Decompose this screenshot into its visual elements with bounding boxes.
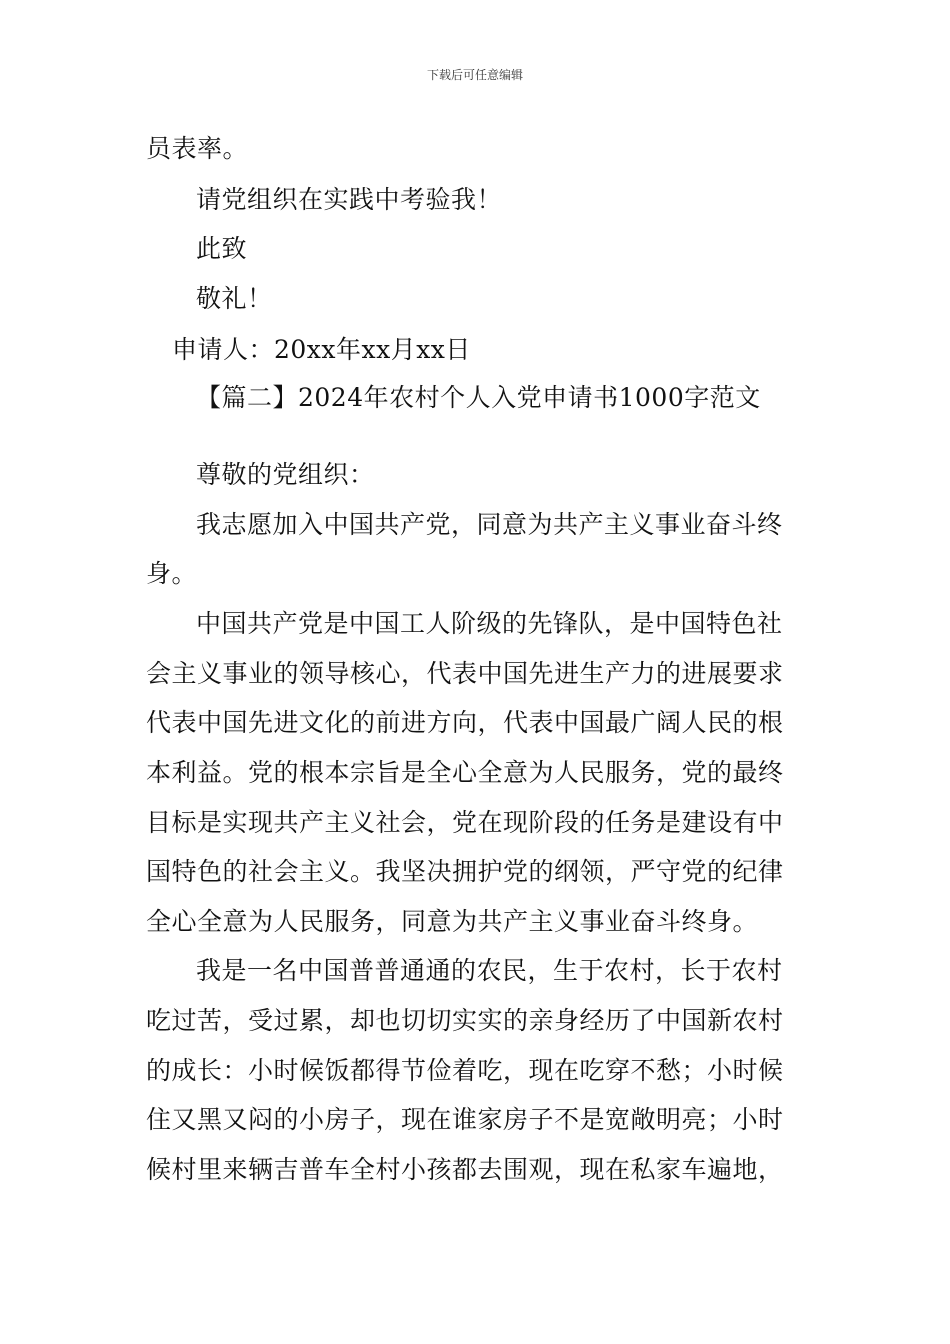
text-line: 请党组织在实践中考验我！ — [196, 185, 503, 214]
applicant-signature-line: 申请人：20xx年xx月xx日 — [172, 335, 471, 364]
closing-line: 此致 — [196, 234, 248, 263]
paragraph-line: 会主义事业的领导核心，代表中国先进生产力的进展要求 — [146, 659, 784, 688]
paragraph-line: 本利益。党的根本宗旨是全心全意为人民服务，党的最终 — [146, 758, 784, 787]
paragraph-line: 中国共产党是中国工人阶级的先锋队，是中国特色社 — [196, 609, 783, 638]
paragraph-line: 我志愿加入中国共产党，同意为共产主义事业奋斗终 — [196, 510, 783, 539]
paragraph-line: 吃过苦，受过累，却也切切实实的亲身经历了中国新农村 — [146, 1006, 784, 1035]
salutation: 尊敬的党组织： — [196, 460, 375, 489]
paragraph-line: 的成长：小时候饭都得节俭着吃，现在吃穿不愁；小时候 — [146, 1056, 784, 1085]
closing-line: 敬礼！ — [196, 284, 273, 313]
section-title: 【篇二】2024年农村个人入党申请书1000字范文 — [196, 383, 761, 412]
paragraph-line: 全心全意为人民服务，同意为共产主义事业奋斗终身。 — [146, 907, 759, 936]
page-header-note: 下载后可任意编辑 — [426, 68, 523, 82]
paragraph-line: 我是一名中国普普通通的农民，生于农村，长于农村 — [196, 956, 783, 985]
paragraph-line: 身。 — [146, 559, 198, 588]
text-line: 员表率。 — [146, 134, 249, 163]
paragraph-line: 住又黑又闷的小房子，现在谁家房子不是宽敞明亮；小时 — [146, 1105, 784, 1134]
paragraph-line: 候村里来辆吉普车全村小孩都去围观，现在私家车遍地， — [146, 1155, 784, 1184]
paragraph-line: 国特色的社会主义。我坚决拥护党的纲领，严守党的纪律 — [146, 857, 784, 886]
paragraph-line: 目标是实现共产主义社会，党在现阶段的任务是建设有中 — [146, 808, 784, 837]
paragraph-line: 代表中国先进文化的前进方向，代表中国最广阔人民的根 — [146, 708, 784, 737]
